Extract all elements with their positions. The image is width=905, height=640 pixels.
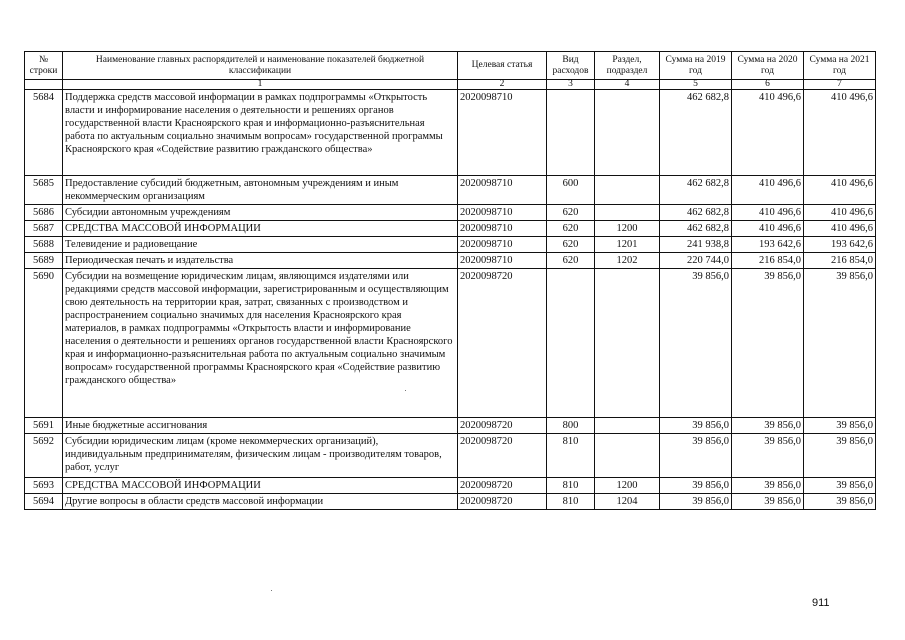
expense-type: 620 (547, 221, 595, 237)
header-row (25, 52, 876, 80)
expense-type: 810 (547, 494, 595, 510)
target-article: 2020098720 (458, 494, 547, 510)
table-row (25, 253, 876, 269)
header-sum-2019: Сумма на 2019 год (660, 52, 732, 80)
target-article: 2020098710 (458, 221, 547, 237)
sum-2019: 462 682,8 (660, 221, 732, 237)
row-name: Предоставление субсидий бюджетным, автономным учреждениям и иным некоммерческим организациям (63, 176, 458, 205)
row-number: 5686 (25, 205, 63, 221)
sum-2020: 410 496,6 (732, 205, 804, 221)
table-row (25, 221, 876, 237)
target-article: 2020098720 (458, 434, 547, 478)
expense-type: 600 (547, 176, 595, 205)
row-name: Телевидение и радиовещание (63, 237, 458, 253)
sum-2019: 462 682,8 (660, 176, 732, 205)
row-name: Периодическая печать и издательства (63, 253, 458, 269)
table-row (25, 434, 876, 478)
expense-type: 810 (547, 478, 595, 494)
column-number: 7 (804, 80, 876, 90)
header-vid: Вид расходов (547, 52, 595, 80)
row-name: Иные бюджетные ассигнования (63, 418, 458, 434)
section-subsection (595, 205, 660, 221)
row-number: 5691 (25, 418, 63, 434)
sum-2021: 193 642,6 (804, 237, 876, 253)
sum-2021: 410 496,6 (804, 205, 876, 221)
header-row-no: № строки (25, 52, 63, 80)
expense-type (547, 90, 595, 176)
sum-2019: 39 856,0 (660, 418, 732, 434)
section-subsection (595, 418, 660, 434)
column-number: 4 (595, 80, 660, 90)
table-row (25, 205, 876, 221)
table-row (25, 237, 876, 253)
column-number: 5 (660, 80, 732, 90)
sum-2021: 410 496,6 (804, 176, 876, 205)
row-name: Субсидии на возмещение юридическим лицам, являющимся издателями или редакциями средств массовой информации, зарегистрированным и осуществляющим свою деятельность на территории края, затрат, связанных с производством и распространением социально значимых для населения Красноярского края материалов, в рамках подпрограммы «Открытость власти и информирование населения о деятельности и решениях органов государственной власти Красноярского края и информационно-разъяснительная работа по актуальным социально значимым вопросам» государственной программы Красноярского края «Содействие развитию гражданского общества» (63, 269, 458, 418)
expense-type (547, 269, 595, 418)
header-sum-2020: Сумма на 2020 год (732, 52, 804, 80)
row-number: 5690 (25, 269, 63, 418)
sum-2020: 410 496,6 (732, 176, 804, 205)
section-subsection: 1202 (595, 253, 660, 269)
row-number: 5687 (25, 221, 63, 237)
page-number: 911 (812, 597, 830, 609)
sum-2020: 39 856,0 (732, 494, 804, 510)
column-number: 1 (63, 80, 458, 90)
sum-2021: 216 854,0 (804, 253, 876, 269)
header-razdel: Раздел, подраздел (595, 52, 660, 80)
row-number: 5693 (25, 478, 63, 494)
table-row (25, 269, 876, 418)
target-article: 2020098710 (458, 205, 547, 221)
sum-2020: 39 856,0 (732, 434, 804, 478)
header-sum-2021: Сумма на 2021 год (804, 52, 876, 80)
column-number-row (25, 80, 876, 90)
sum-2020: 216 854,0 (732, 253, 804, 269)
target-article: 2020098710 (458, 253, 547, 269)
expense-type: 800 (547, 418, 595, 434)
row-name: Субсидии юридическим лицам (кроме некоммерческих организаций), индивидуальным предпринимателям, физическим лицам - производителям товаров, работ, услуг (63, 434, 458, 478)
target-article: 2020098710 (458, 237, 547, 253)
row-name: СРЕДСТВА МАССОВОЙ ИНФОРМАЦИИ (63, 478, 458, 494)
sum-2021: 39 856,0 (804, 418, 876, 434)
section-subsection: 1200 (595, 478, 660, 494)
sum-2020: 410 496,6 (732, 90, 804, 176)
sum-2019: 39 856,0 (660, 478, 732, 494)
row-number: 5694 (25, 494, 63, 510)
column-number: 2 (458, 80, 547, 90)
sum-2020: 39 856,0 (732, 418, 804, 434)
column-number: 3 (547, 80, 595, 90)
sum-2021: 410 496,6 (804, 90, 876, 176)
budget-table (24, 51, 876, 510)
sum-2019: 39 856,0 (660, 434, 732, 478)
header-target: Целевая статья (458, 52, 547, 80)
scan-speck (405, 390, 406, 391)
section-subsection (595, 176, 660, 205)
table-row (25, 478, 876, 494)
section-subsection (595, 434, 660, 478)
sum-2019: 462 682,8 (660, 205, 732, 221)
row-name: СРЕДСТВА МАССОВОЙ ИНФОРМАЦИИ (63, 221, 458, 237)
table-row (25, 494, 876, 510)
section-subsection (595, 269, 660, 418)
row-number: 5685 (25, 176, 63, 205)
row-name: Субсидии автономным учреждениям (63, 205, 458, 221)
expense-type: 620 (547, 205, 595, 221)
row-name: Поддержка средств массовой информации в рамках подпрограммы «Открытость власти и информирование населения о деятельности и решениях органов государственной власти Красноярского края и информационно-разъяснительная работа по актуальным социально значимым вопросам» государственной программы Красноярского края «Содействие развитию гражданского общества» (63, 90, 458, 176)
target-article: 2020098720 (458, 269, 547, 418)
section-subsection: 1200 (595, 221, 660, 237)
sum-2021: 410 496,6 (804, 221, 876, 237)
target-article: 2020098720 (458, 478, 547, 494)
row-name: Другие вопросы в области средств массовой информации (63, 494, 458, 510)
sum-2021: 39 856,0 (804, 269, 876, 418)
sum-2021: 39 856,0 (804, 494, 876, 510)
expense-type: 620 (547, 253, 595, 269)
sum-2021: 39 856,0 (804, 434, 876, 478)
column-number: 6 (732, 80, 804, 90)
expense-type: 620 (547, 237, 595, 253)
row-number: 5692 (25, 434, 63, 478)
scan-speck (271, 590, 272, 591)
row-number: 5688 (25, 237, 63, 253)
sum-2019: 462 682,8 (660, 90, 732, 176)
target-article: 2020098710 (458, 176, 547, 205)
column-number (25, 80, 63, 90)
sum-2019: 39 856,0 (660, 269, 732, 418)
row-number: 5684 (25, 90, 63, 176)
sum-2020: 193 642,6 (732, 237, 804, 253)
section-subsection: 1204 (595, 494, 660, 510)
sum-2020: 39 856,0 (732, 269, 804, 418)
target-article: 2020098710 (458, 90, 547, 176)
table-row (25, 90, 876, 176)
row-number: 5689 (25, 253, 63, 269)
sum-2019: 39 856,0 (660, 494, 732, 510)
sum-2019: 220 744,0 (660, 253, 732, 269)
table-row (25, 176, 876, 205)
sum-2020: 410 496,6 (732, 221, 804, 237)
section-subsection (595, 90, 660, 176)
header-name: Наименование главных распорядителей и наименование показателей бюджетной классификации (63, 52, 458, 80)
table-row (25, 418, 876, 434)
sum-2020: 39 856,0 (732, 478, 804, 494)
section-subsection: 1201 (595, 237, 660, 253)
target-article: 2020098720 (458, 418, 547, 434)
sum-2019: 241 938,8 (660, 237, 732, 253)
expense-type: 810 (547, 434, 595, 478)
sum-2021: 39 856,0 (804, 478, 876, 494)
